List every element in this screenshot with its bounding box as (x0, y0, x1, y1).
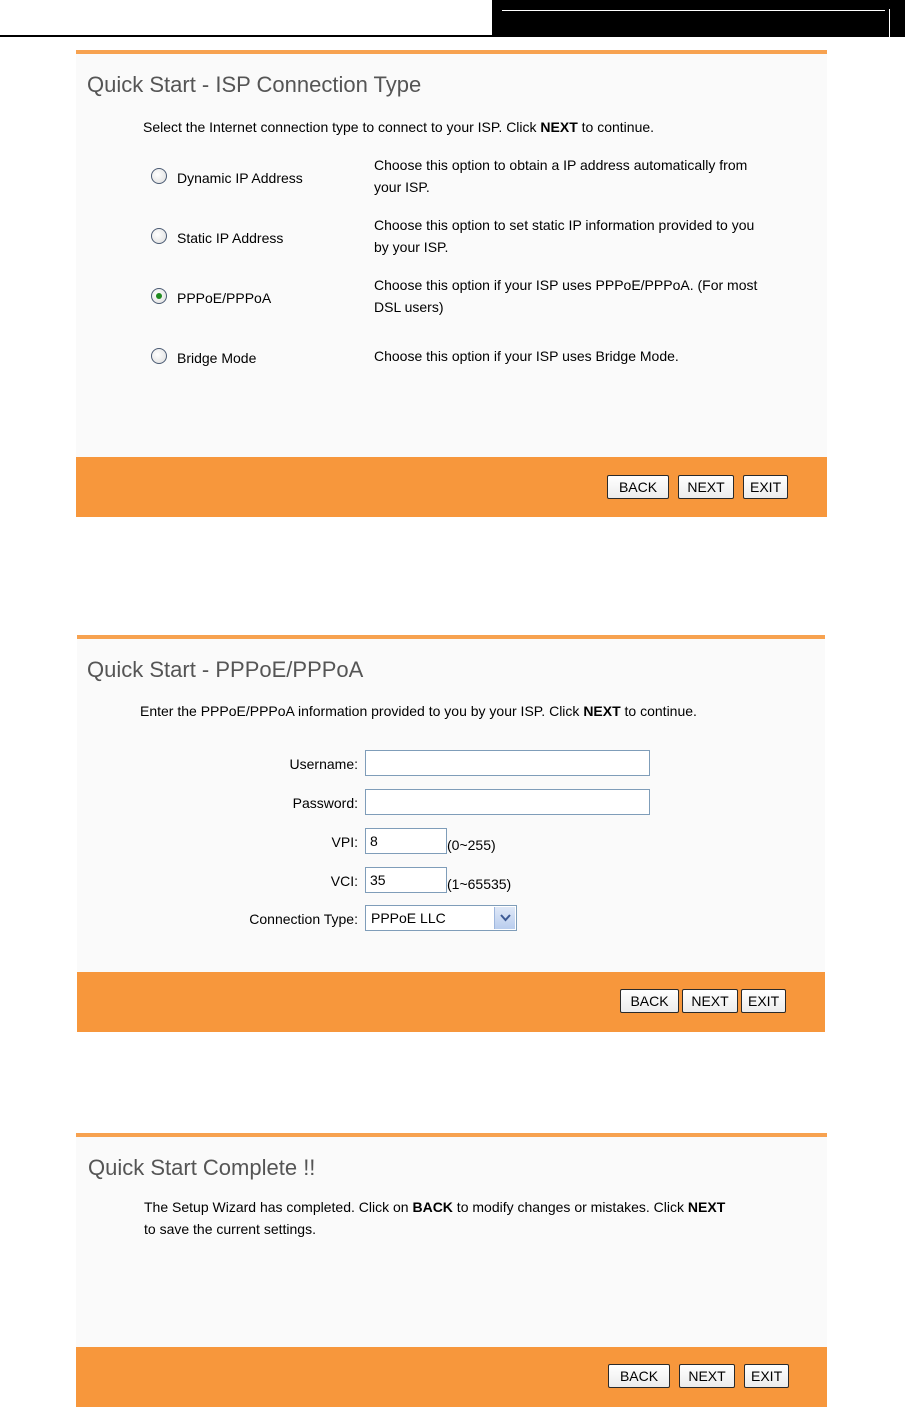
header-inner-rule (502, 10, 885, 11)
radio-dynamic-ip[interactable] (151, 168, 167, 184)
username-field[interactable] (365, 750, 650, 776)
option-desc-bridge-mode: Choose this option if your ISP uses Bridge Mode. (374, 348, 679, 364)
vpi-field[interactable] (365, 828, 447, 854)
option-label-pppoe-pppoa[interactable]: PPPoE/PPPoA (177, 290, 272, 306)
pppoe-panel (77, 635, 825, 1032)
radio-static-ip[interactable] (151, 228, 167, 244)
vci-range: (1~65535) (447, 876, 512, 892)
connection-type-label: Connection Type: (249, 911, 358, 927)
next-button[interactable]: NEXT (679, 1364, 735, 1388)
back-button[interactable]: BACK (620, 989, 679, 1013)
radio-pppoe-pppoa[interactable] (151, 288, 167, 304)
option-desc-dynamic-ip: Choose this option to obtain a IP address automatically from (374, 157, 748, 173)
option-label-dynamic-ip[interactable]: Dynamic IP Address (177, 170, 303, 186)
complete-panel (76, 1133, 827, 1407)
connection-type-select[interactable] (365, 905, 517, 931)
exit-button[interactable]: EXIT (741, 989, 786, 1013)
button-bar (76, 457, 827, 517)
option-desc-pppoe-pppoa: Choose this option if your ISP uses PPPoE/PPPoA. (For most (374, 277, 758, 293)
option-desc2-static-ip: by your ISP. (374, 239, 449, 255)
next-button[interactable]: NEXT (682, 989, 738, 1013)
option-desc-static-ip: Choose this option to set static IP information provided to you (374, 217, 755, 233)
exit-button[interactable]: EXIT (743, 475, 788, 499)
connection-type-value: PPPoE LLC (371, 910, 446, 926)
header-bar (492, 0, 905, 37)
back-button[interactable]: BACK (608, 1364, 670, 1388)
button-bar (77, 972, 825, 1032)
isp-connection-panel (76, 50, 827, 517)
username-label: Username: (289, 756, 358, 772)
vci-field[interactable] (365, 867, 447, 893)
password-label: Password: (292, 795, 358, 811)
complete-message: The Setup Wizard has completed. Click on BACK to modify changes or mistakes. Click NEXT (144, 1199, 726, 1215)
vpi-range: (0~255) (447, 837, 496, 853)
password-field[interactable] (365, 789, 650, 815)
vpi-label: VPI: (331, 834, 358, 850)
option-desc2-dynamic-ip: your ISP. (374, 179, 430, 195)
option-desc2-pppoe-pppoa: DSL users) (374, 299, 444, 315)
chevron-down-icon[interactable] (494, 907, 515, 929)
next-button[interactable]: NEXT (678, 475, 734, 499)
option-label-static-ip[interactable]: Static IP Address (177, 230, 284, 246)
option-label-bridge-mode[interactable]: Bridge Mode (177, 350, 257, 366)
intro-text: Select the Internet connection type to connect to your ISP. Click NEXT to continue. (143, 119, 655, 135)
button-bar (76, 1347, 827, 1407)
exit-button[interactable]: EXIT (744, 1364, 789, 1388)
header-divider (889, 9, 890, 37)
page-title: Quick Start - PPPoE/PPPoA (87, 657, 364, 682)
page-title: Quick Start - ISP Connection Type (87, 72, 422, 97)
intro-text: Enter the PPPoE/PPPoA information provided to you by your ISP. Click NEXT to continue. (140, 703, 697, 719)
back-button[interactable]: BACK (607, 475, 669, 499)
complete-message-line2: to save the current settings. (144, 1221, 316, 1237)
page-title: Quick Start Complete !! (88, 1155, 316, 1180)
vci-label: VCI: (330, 873, 358, 889)
radio-bridge-mode[interactable] (151, 348, 167, 364)
